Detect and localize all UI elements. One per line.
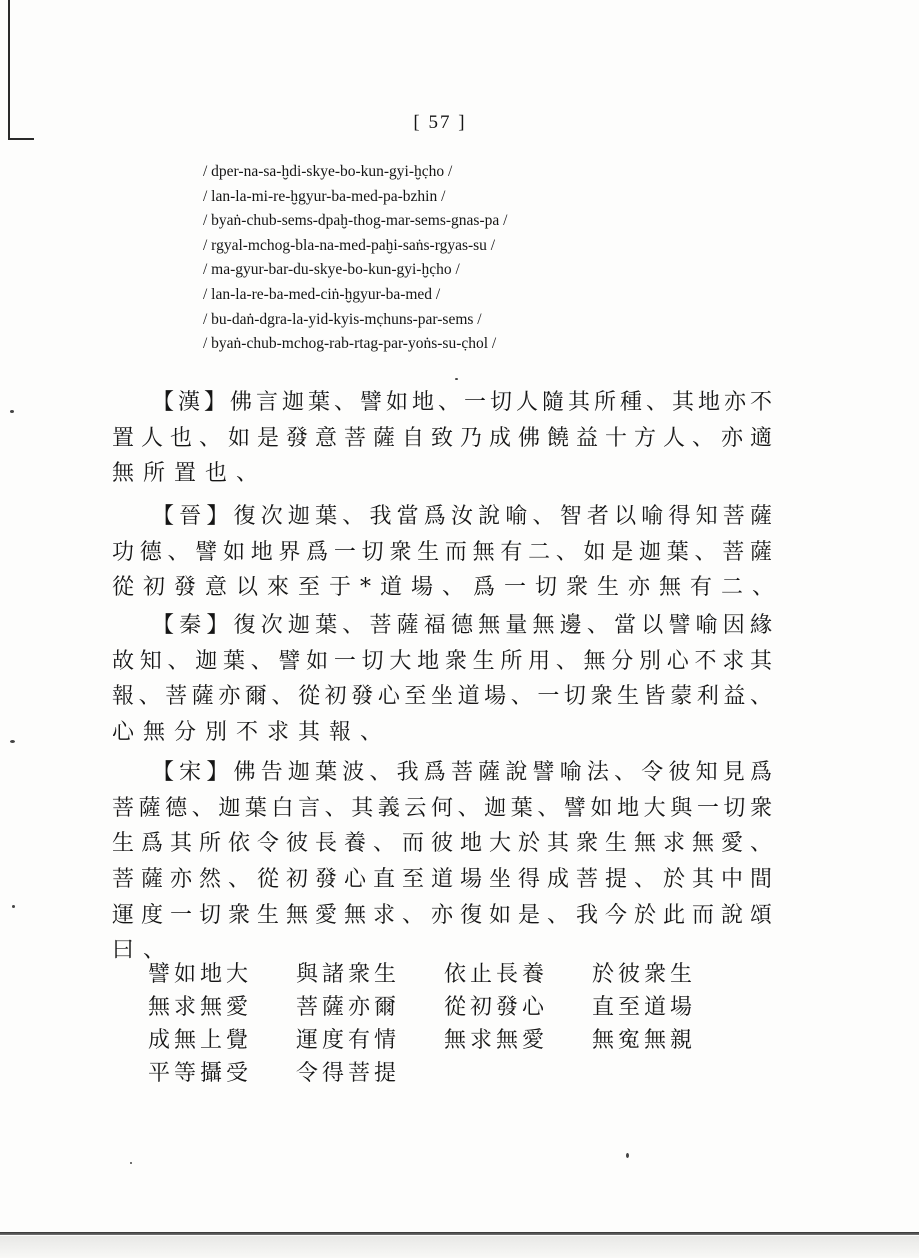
scan-bottom-edge [0, 1232, 919, 1235]
text-line: 生爲其所依令彼長養、而彼地大於其衆生無求無愛、 [112, 831, 772, 857]
text-line: 無所置也、 [112, 461, 268, 487]
verse-block [148, 958, 748, 1090]
text-line: 心無分別不求其報、 [112, 720, 392, 746]
verse-phrase: 依止長養 [444, 962, 549, 987]
scan-speck [10, 740, 15, 743]
text-line: 【宋】佛告迦葉波、我爲菩薩說譬喻法、令彼知見爲 [152, 760, 772, 785]
verse-phrase: 平等攝受 [148, 1061, 253, 1086]
text-line: 菩薩亦然、從初發心直至道場坐得成菩提、於其中間 [112, 867, 772, 893]
text-line: 故知、迦葉、譬如一切大地衆生所用、無分別心不求其 [112, 648, 772, 674]
han-translation-paragraph [112, 385, 772, 492]
scan-edge-mark [8, 0, 10, 140]
verse-phrase: 無求無愛 [444, 1028, 549, 1053]
scan-speck [130, 1162, 132, 1164]
verse-phrase: 無求無愛 [148, 995, 253, 1020]
tibetan-line: / lan-la-mi-re-ḫgyur-ba-med-pa-bzhin / [203, 187, 446, 205]
text-line: 【秦】復次迦葉、菩薩福德無量無邊、當以譬喻因緣 [152, 613, 772, 638]
text-line: 置人也、如是發意菩薩自致乃成佛饒益十方人、亦適 [112, 425, 772, 451]
verse-phrase: 於彼衆生 [592, 962, 697, 987]
verse-phrase: 從初發心 [444, 995, 549, 1020]
tibetan-line: / byaṅ-chub-sems-dpaḫ-thog-mar-sems-gnas-pa / [203, 212, 508, 230]
verse-row [148, 958, 748, 991]
text-line: 菩薩德、迦葉白言、其義云何、迦葉、譬如地大與一切衆 [112, 795, 772, 821]
scan-speck [10, 410, 14, 413]
text-line: 曰、 [112, 938, 175, 964]
text-line: 【晉】復次迦葉、我當爲汝說喻、智者以喻得知菩薩 [152, 504, 772, 529]
scan-edge-mark-foot [8, 138, 34, 140]
jin-translation-paragraph [112, 499, 784, 606]
verse-phrase: 菩薩亦爾 [296, 995, 401, 1020]
text-line: 【漢】佛言迦葉、譬如地、一切人隨其所種、其地亦不 [152, 390, 772, 415]
verse-phrase: 令得菩提 [296, 1061, 401, 1086]
tibetan-line: / bu-daṅ-dgra-la-yid-kyis-mc̣huns-par-sems / [203, 310, 482, 328]
qin-translation-paragraph [112, 608, 772, 751]
scan-speck [12, 905, 15, 908]
text-line: 報、菩薩亦爾、從初發心至坐道場、一切衆生皆蒙利益、 [112, 684, 772, 710]
verse-phrase: 成無上覺 [148, 1028, 253, 1053]
song-translation-paragraph [112, 755, 772, 969]
text-line: 從初發意以來至于*道場、爲一切衆生亦無有二、 [112, 575, 784, 601]
text-line: 功德、譬如地界爲一切衆生而無有二、如是迦葉、菩薩 [112, 539, 772, 565]
verse-phrase: 譬如地大 [148, 962, 253, 987]
tibetan-line: / lan-la-re-ba-med-ciṅ-ḫgyur-ba-med / [203, 285, 441, 303]
scan-speck [455, 378, 458, 380]
tibetan-line: / ma-gyur-bar-du-skye-bo-kun-gyi-ḫc̣ho / [203, 261, 460, 279]
tibetan-line: / byaṅ-chub-mchog-rab-rtag-par-yoṅs-su-c̣hol / [203, 335, 497, 353]
verse-phrase: 直至道場 [592, 995, 697, 1020]
tibetan-line: / rgyal-mchog-bla-na-med-paḫi-saṅs-rgyas-su / [203, 236, 496, 254]
verse-row [148, 1024, 748, 1057]
verse-phrase: 運度有情 [296, 1028, 401, 1053]
text-line: 運度一切衆生無愛無求、亦復如是、我今於此而說頌 [112, 902, 772, 928]
tibetan-verse-block [203, 160, 623, 357]
verse-phrase: 與諸衆生 [296, 962, 401, 987]
page-number: [ 57 ] [413, 112, 467, 133]
verse-row [148, 991, 748, 1024]
tibetan-line: / dper-na-sa-ḫdi-skye-bo-kun-gyi-ḫc̣ho / [203, 163, 453, 180]
scan-bottom-shadow [0, 1236, 919, 1258]
verse-phrase: 無寃無親 [592, 1028, 697, 1053]
scan-speck [626, 1153, 629, 1158]
verse-row [148, 1057, 748, 1090]
